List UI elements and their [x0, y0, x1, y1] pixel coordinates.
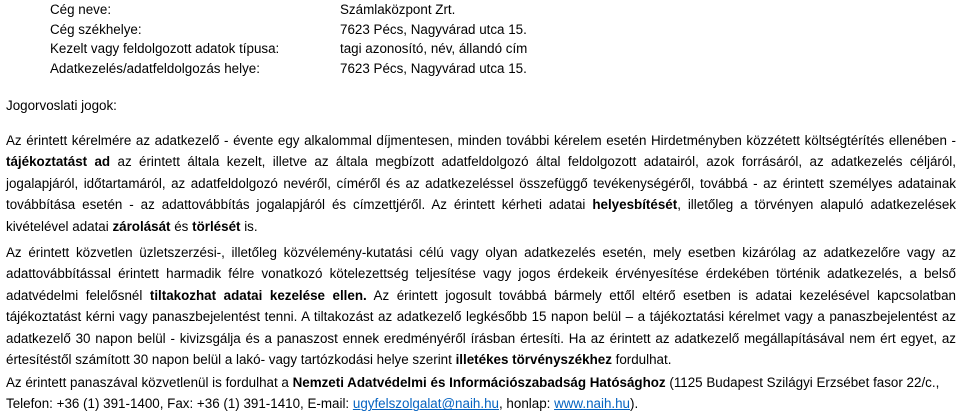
- processing-place-value: 7623 Pécs, Nagyvárad utca 15.: [340, 60, 527, 76]
- p1-bold-erasure: törlését: [192, 218, 241, 234]
- company-seat-label: Cég székhelye:: [50, 21, 142, 37]
- section-title: Jogorvoslati jogok:: [6, 98, 117, 113]
- p3-text: (1125 Budapest Szilágyi Erzsébet fasor 22/c., Telefon: +36 (1) 391-1400, Fax: +36 (1) 391-1410, E-mail:: [6, 375, 940, 412]
- p2-text: Az érintett közvetlen üzletszerzési-, illetőleg közvélemény-kutatási célú vagy olyan adatkezelés esetén, mely esetben kizárólag az adatkezelőre vagy az adattovábbítással érintett harmadik félre vonatkozó kötelezettség teljesítése vagy jogos érdekeik érvényesítése érdekében történik adatkezelés, a belső adatvédelmi felelősnél: [6, 245, 956, 303]
- p1-text: , illetőleg a törvényen alapuló adatkezelések kivételével adatai: [6, 197, 956, 234]
- authority-contact-paragraph: [6, 372, 956, 415]
- email-link[interactable]: ugyfelszolgalat@naih.hu: [352, 396, 499, 412]
- company-name-value: Számlaközpont Zrt.: [340, 2, 456, 17]
- p1-text: és: [170, 218, 193, 234]
- p1-text: is.: [240, 218, 258, 234]
- data-types-label: Kezelt vagy feldolgozott adatok típusa:: [50, 41, 280, 56]
- p2-text: fordulhat.: [611, 352, 672, 368]
- p3-bold-authority: Nemzeti Adatvédelmi és Információszabadság Hatósághoz: [292, 375, 666, 390]
- p3-text: , honlap:: [498, 396, 555, 412]
- p3-text: ).: [630, 396, 639, 412]
- p2-bold-objection: tiltakozhat adatai kezelése ellen.: [149, 287, 367, 303]
- p1-bold-information: tájékoztatást ad: [6, 154, 111, 170]
- p3-text: Az érintett panaszával közvetlenül is fordulhat a: [6, 375, 293, 390]
- company-seat-value: 7623 Pécs, Nagyvárad utca 15.: [340, 21, 527, 37]
- p1-bold-rectification: helyesbítését: [592, 197, 678, 213]
- company-name-label: Cég neve:: [50, 2, 112, 17]
- p2-bold-court: illetékes törvényszékhez: [455, 352, 612, 368]
- data-types-value: tagi azonosító, név, állandó cím: [340, 41, 528, 56]
- objection-rights-paragraph: [6, 242, 956, 370]
- website-link[interactable]: www.naih.hu: [554, 396, 631, 412]
- processing-place-label: Adatkezelés/adatfeldolgozás helye:: [50, 60, 260, 76]
- p2-text: Az érintett jogosult továbbá bármely ettől eltérő esetben is adatai kezelésével kapcsolatban tájékoztatást kérni vagy panaszbejelentést tenni. A tiltakozást az adatkezelő legkésőbb 15 napon belül – a tájékoztatási kérelmet vagy a panaszbejelentést az adatkezelő 30 napon belül - kivizsgálja és a panaszost ennek eredményéről írásban értesíti. Ha az érintett az adatkezelő megállapításával nem ért egyet, az értesítéstől számított 30 napon belül a lakó- vagy tartózkodási helye szerint: [6, 287, 956, 368]
- p1-text: az érintett általa kezelt, illetve az általa megbízott adatfeldolgozó által feldolgozott adatairól, azok forrásáról, az adatkezelés céljáról, jogalapjáról, időtartamáról, az adatfeldolgozó nevéről, címéről és az adatkezeléssel összefüggő tevékenységéről, továbbá - az érintett személyes adatainak továbbítása esetén - az adattovábbítás jogalapjáról és címzettjéről. Az érintett kérheti adatai: [6, 154, 956, 213]
- info-rights-paragraph: [6, 130, 956, 237]
- p1-text: Az érintett kérelmére az adatkezelő - évente egy alkalommal díjmentesen, minden további kérelem esetén Hirdetményben közzétett költségtérítés ellenében -: [6, 133, 956, 148]
- p1-bold-blocking: zárolását: [112, 218, 171, 234]
